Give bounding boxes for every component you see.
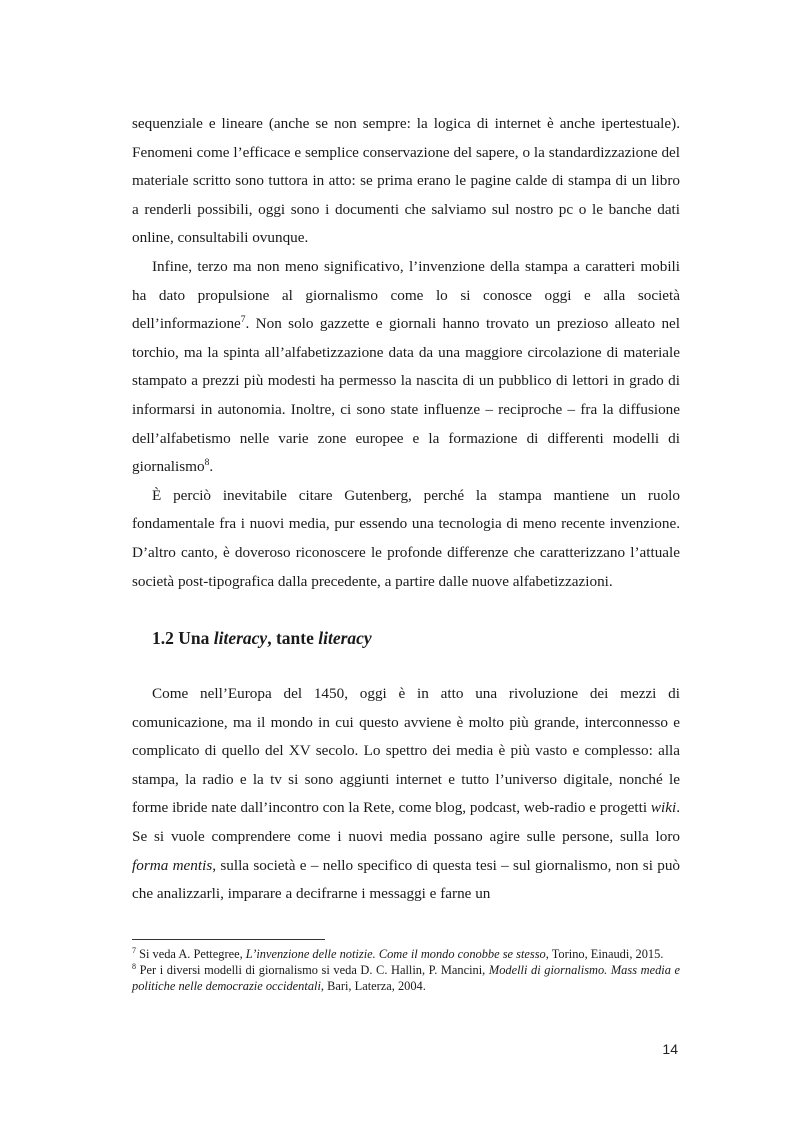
heading-literacy-1: literacy: [213, 628, 268, 649]
paragraph-4-text-c: , sulla società e – nello specifico di questa tesi – sul giornalismo, non si può che analizzarli, imparare a decifrarne i messaggi e farne un: [132, 856, 681, 903]
paragraph-1: sequenziale e lineare (anche se non sempre: la logica di internet è anche ipertestuale). Fenomeni come l’efficace e semplice conservazione del sapere, o la standardizzazione del materiale scritto sono tuttora in atto: se prima erano le pagine calde di stampa di un libro a renderli possibili, oggi sono i documenti che salviamo sul nostro pc o le banche dati online, consultabili ovunque.: [132, 115, 680, 247]
heading-middle: , tante: [267, 628, 319, 649]
footnote-8-text-b: , Bari, Laterza, 2004.: [320, 979, 426, 993]
page-number: 14: [662, 1041, 678, 1057]
paragraph-3: È perciò inevitabile citare Gutenberg, perché la stampa mantiene un ruolo fondamentale fra i nuovi media, pur essendo una tecnologia di meno recente invenzione. D’altro canto, è doveroso riconoscere le profonde differenze che caratterizzano l’attuale società post-tipografica dalla precedente, a partire dalle nuove alfabetizzazioni.: [132, 486, 680, 590]
paragraph-2: [132, 253, 680, 482]
footnote-ref-7[interactable]: 7: [240, 315, 246, 326]
paragraph-4: [132, 680, 680, 909]
section-heading: [152, 626, 680, 650]
footnote-8-title: Modelli di giornalismo. Mass media e politiche nelle democrazie occidentali: [132, 963, 680, 993]
paragraph-4-text-a: Come nell’Europa del 1450, oggi è in atto una rivoluzione dei mezzi di comunicazione, ma il mondo in cui questo avviene è molto più grande, interconnesso e complicato di quello del XV secolo. Lo spettro dei media è più vasto e complesso: alla stampa, la radio e la tv si sono aggiunti internet e tutto l’universo digitale, nonché le forme ibride nate dall’incontro con la Rete, come blog, podcast, web-radio e progetti: [132, 685, 680, 817]
footnote-8: [132, 962, 680, 994]
page-body: [132, 110, 680, 909]
paragraph-4-text-b: . Se si vuole comprendere come i nuovi media possano agire sulle persone, sulla loro: [132, 799, 680, 846]
paragraph-4-wiki: wiki: [650, 799, 677, 817]
paragraph-2-text-b: . Non solo gazzette e giornali hanno trovato un prezioso alleato nel torchio, ma la spinta all’alfabetizzazione data da una maggiore circolazione di materiale stampato a prezzi più modesti ha permesso la nascita di un pubblico di lettori in grado di informarsi in autonomia. Inoltre, ci sono state influenze – reciproche – fra la diffusione dell’alfabetismo nelle varie zone europee e la formazione di differenti modelli di giornalismo: [132, 315, 680, 476]
footnote-7-title: L’invenzione delle notizie. Come il mondo conobbe se stesso: [245, 947, 546, 961]
footnote-divider: [132, 939, 325, 940]
footnote-8-text-a: Per i diversi modelli di giornalismo si veda D. C. Hallin, P. Mancini,: [136, 963, 489, 977]
paragraph-2-text-c: .: [209, 458, 214, 476]
footnote-ref-8[interactable]: 8: [204, 458, 210, 469]
heading-number: 1.2 Una: [152, 628, 214, 649]
footnote-7-text-a: Si veda A. Pettegree,: [136, 947, 246, 961]
footnotes: [132, 939, 680, 994]
footnote-7-text-b: , Torino, Einaudi, 2015.: [545, 947, 664, 961]
footnote-8-number: 8: [132, 961, 136, 971]
footnote-7-number: 7: [132, 945, 136, 955]
paragraph-2-text-a: Infine, terzo ma non meno significativo, l’invenzione della stampa a caratteri mobili ha dato propulsione al giornalismo come lo si conosce oggi e alla società dell’informazione: [132, 257, 680, 333]
footnote-7: [132, 946, 680, 962]
heading-literacy-2: literacy: [318, 628, 372, 649]
paragraph-4-forma-mentis: forma mentis: [132, 856, 213, 874]
